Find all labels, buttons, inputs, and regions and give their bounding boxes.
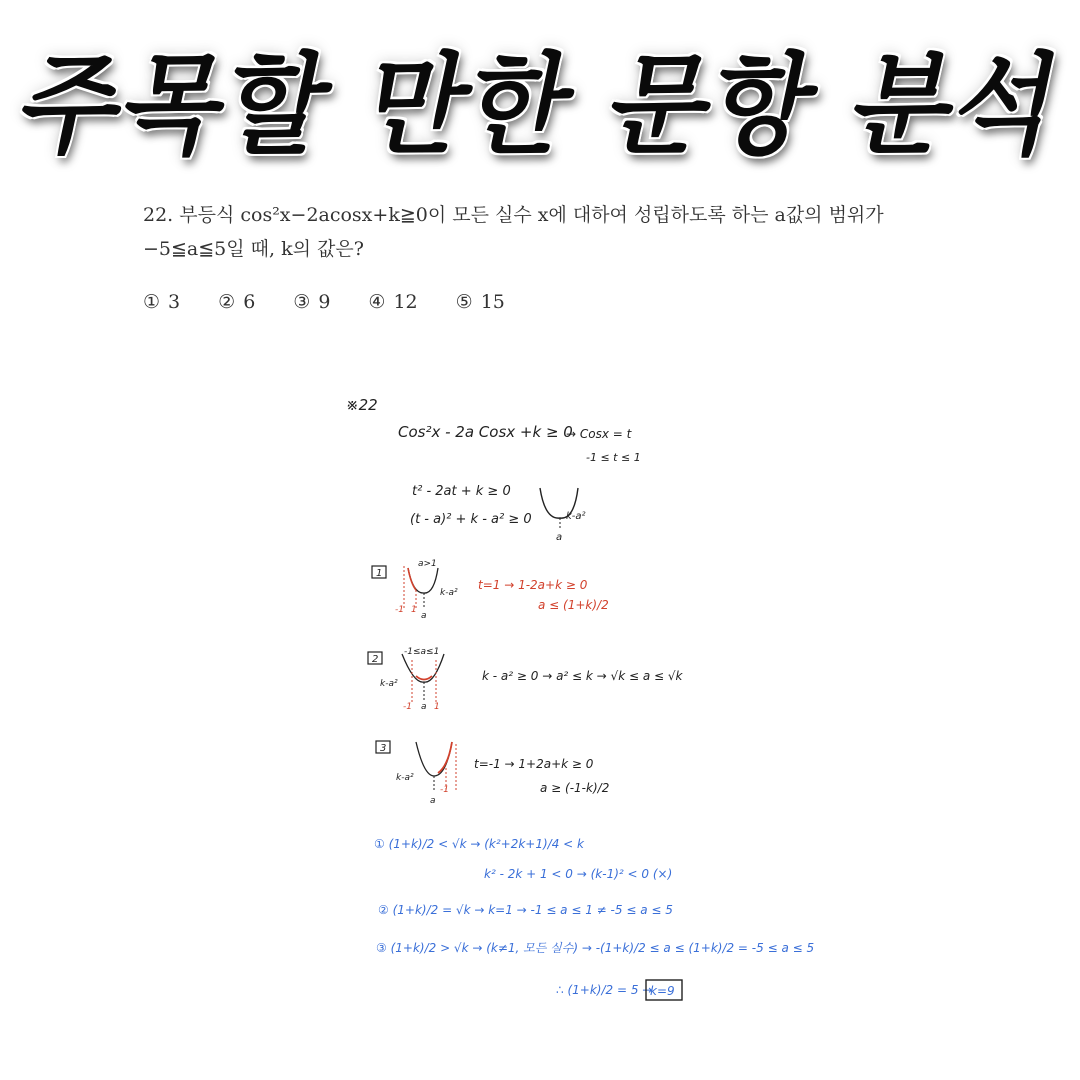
parabola-sketch [540,488,586,543]
solution-label: ※22 [346,396,378,414]
vertex-a: a [556,532,563,543]
case-2-tick: -1 [403,702,412,712]
case-1-a: a [421,611,427,621]
case-3-vertex: k-a² [396,773,414,783]
choice-value: 12 [393,291,418,313]
conclusion-3: ③ (1+k)/2 > √k → (k≠1, 모든 실수) → -(1+k)/2 ≤ a ≤ (1+k)/2 = -5 ≤ a ≤ 5 [376,941,815,955]
problem-line-1: 22. 부등식 cos²x−2acosx+k≧0이 모든 실수 x에 대하여 성립하도록 하는 a값의 범위가 [143,204,884,226]
case-3-work-2: a ≥ (-1-k)/2 [540,781,610,795]
case-2-tag: 2 [372,654,379,665]
conclusion-1a: ① (1+k)/2 < √k → (k²+2k+1)/4 < k [374,837,584,851]
choice-number: ③ [293,291,311,313]
choice-number: ① [143,291,161,313]
case-2 [368,647,684,712]
case-1-tick: -1 [395,605,404,615]
problem-line-2: −5≦a≦5일 때, k의 값은? [143,238,364,260]
equation-3: (t - a)² + k - a² ≥ 0 [410,512,532,527]
choice-number: ⑤ [455,291,473,313]
case-3-a: a [430,796,436,806]
case-3-tag: 3 [380,743,387,754]
case-3 [376,741,609,806]
case-1-condition: a>1 [418,559,437,569]
banner-title: 주목할 만한 문항 분석 [7,40,1073,170]
choice-value: 6 [243,291,256,313]
case-1 [372,559,609,621]
choice-value: 9 [318,291,331,313]
choice-number: ② [218,291,236,313]
vertex-label: k-a² [566,511,586,522]
case-3-work-1: t=-1 → 1+2a+k ≥ 0 [474,757,594,771]
case-1-tick2: 1 [411,605,417,615]
t-range: -1 ≤ t ≤ 1 [586,451,641,464]
case-1-tag: 1 [376,568,383,579]
case-2-condition: -1≤a≤1 [404,647,440,657]
choice-value: 3 [168,291,181,313]
conclusion-4: ∴ (1+k)/2 = 5 → [556,983,653,997]
case-3-tick: -1 [440,785,449,795]
case-2-a: a [421,702,427,712]
conclusion-1b: k² - 2k + 1 < 0 → (k-1)² < 0 (×) [484,867,673,881]
case-2-tick2: 1 [434,702,440,712]
conclusions [374,837,814,1000]
choice-number: ④ [368,291,386,313]
case-1-vertex: k-a² [440,588,458,598]
final-answer: k=9 [650,984,675,998]
case-1-work-1: t=1 → 1-2a+k ≥ 0 [478,578,588,592]
equation-2: t² - 2at + k ≥ 0 [412,484,511,499]
choice-value: 15 [480,291,505,313]
case-2-vertex: k-a² [380,679,398,689]
conclusion-2: ② (1+k)/2 = √k → k=1 → -1 ≤ a ≤ 1 ≠ -5 ≤ a ≤ 5 [378,903,673,917]
case-2-work: k - a² ≥ 0 → a² ≤ k → √k ≤ a ≤ √k [482,669,683,683]
substitution: → Cosx = t [566,427,632,441]
equation-1: Cos²x - 2a Cosx +k ≥ 0 [398,423,573,441]
case-1-work-2: a ≤ (1+k)/2 [538,598,609,612]
